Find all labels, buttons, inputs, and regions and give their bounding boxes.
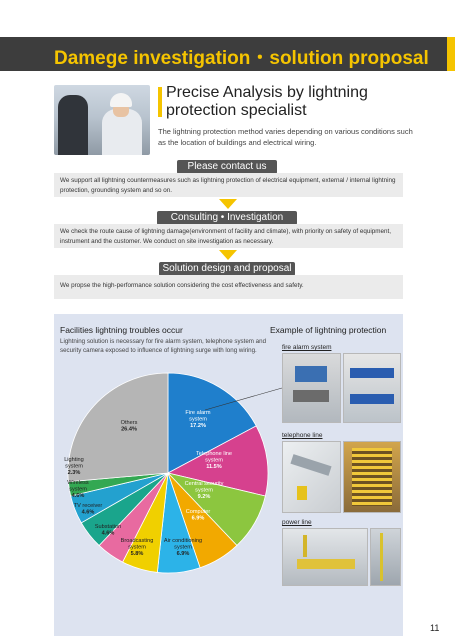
pie-label-fire-alarm-system: Fire alarm system 17.2% bbox=[185, 410, 211, 429]
examples-title: Example of lightning protection bbox=[270, 325, 387, 335]
pie-label-broadcasting-system: Broadcasting system 5.8% bbox=[120, 538, 154, 557]
step-text-contact: We support all lightning countermeasures such as lightning protection of electrical equipment, external / internal lightning protection, grounding system and so on. bbox=[54, 173, 403, 197]
pie-value-lighting-system: 2.3% bbox=[67, 470, 81, 476]
pie-label-central-security-system: Central security system 9.2% bbox=[184, 481, 224, 500]
pie-value-substation: 4.6% bbox=[101, 530, 115, 537]
pie-label-telephone-line-system: Telephone line system 11.5% bbox=[195, 451, 233, 470]
step-title-contact: Please contact us bbox=[177, 160, 277, 174]
step-title-solution: Solution design and proposal bbox=[159, 262, 295, 276]
hero-intro: The lightning protection method varies depending on various conditions such as the location of buildings and electrical wiring. bbox=[158, 127, 413, 147]
pie-value-air-conditioning-system: 6.9% bbox=[176, 551, 190, 557]
hero-heading: Precise Analysis by lightning protection specialist bbox=[166, 84, 368, 119]
pie-value-telephone-line-system: 11.5% bbox=[206, 464, 222, 470]
example-label-power-line: power line bbox=[282, 519, 312, 526]
pie-value-others: 26.4% bbox=[121, 426, 137, 433]
pie-label-substation: Substation 4.6% bbox=[94, 524, 122, 537]
pie-value-computer: 6.9% bbox=[191, 515, 205, 522]
power-panel-photo bbox=[282, 528, 368, 586]
surge-protector-photo bbox=[343, 353, 401, 423]
pie-label-wireless-system: Wireless system 4.6% bbox=[67, 480, 89, 499]
example-label-fire-alarm: fire alarm system bbox=[282, 344, 332, 351]
facilities-description: Lightning solution is necessary for fire alarm system, telephone system and security camera exposed to influence of lightning surge with long wiring. bbox=[60, 338, 267, 354]
pie-value-tv-receiver: 4.6% bbox=[81, 509, 95, 516]
example-label-telephone: telephone line bbox=[282, 432, 323, 439]
telephone-protector-photo bbox=[282, 441, 341, 513]
pie-label-computer: Computer 6.9% bbox=[185, 509, 211, 522]
step-title-consulting: Consulting • Investigation bbox=[157, 211, 297, 225]
pie-label-tv-receiver: TV receiver 4.6% bbox=[73, 503, 103, 516]
step-text-consulting: We check the route cause of lightning damage(environment of facility and climate), with priority on safety of equipment, instrument and the customer. We conduct on site investigation as necessary. bbox=[54, 224, 403, 248]
power-spd-photo bbox=[370, 528, 401, 586]
telephone-terminal-photo bbox=[343, 441, 401, 513]
pie-value-central-security-system: 9.2% bbox=[197, 494, 211, 500]
page-title: Damege investigation・solution proposal bbox=[54, 48, 429, 69]
pie-label-air-conditioning-system: Air conditioning system 6.9% bbox=[163, 538, 203, 557]
fire-alarm-panel-photo bbox=[282, 353, 341, 423]
pie-value-broadcasting-system: 5.8% bbox=[130, 551, 144, 557]
page-number: 11 bbox=[430, 623, 440, 633]
pie-value-wireless-system: 4.6% bbox=[71, 493, 85, 499]
pie-label-others: Others 26.4% bbox=[120, 420, 138, 433]
pie-slice-others bbox=[68, 373, 168, 482]
pie-value-fire-alarm-system: 17.2% bbox=[190, 423, 206, 429]
facilities-title: Facilities lightning troubles occur bbox=[60, 325, 183, 335]
pie-label-lighting-system: Lighting system 2.3% bbox=[64, 457, 84, 476]
step-text-solution: We propse the high-performance solution considering the cost effectiveness and safety. bbox=[54, 275, 403, 299]
